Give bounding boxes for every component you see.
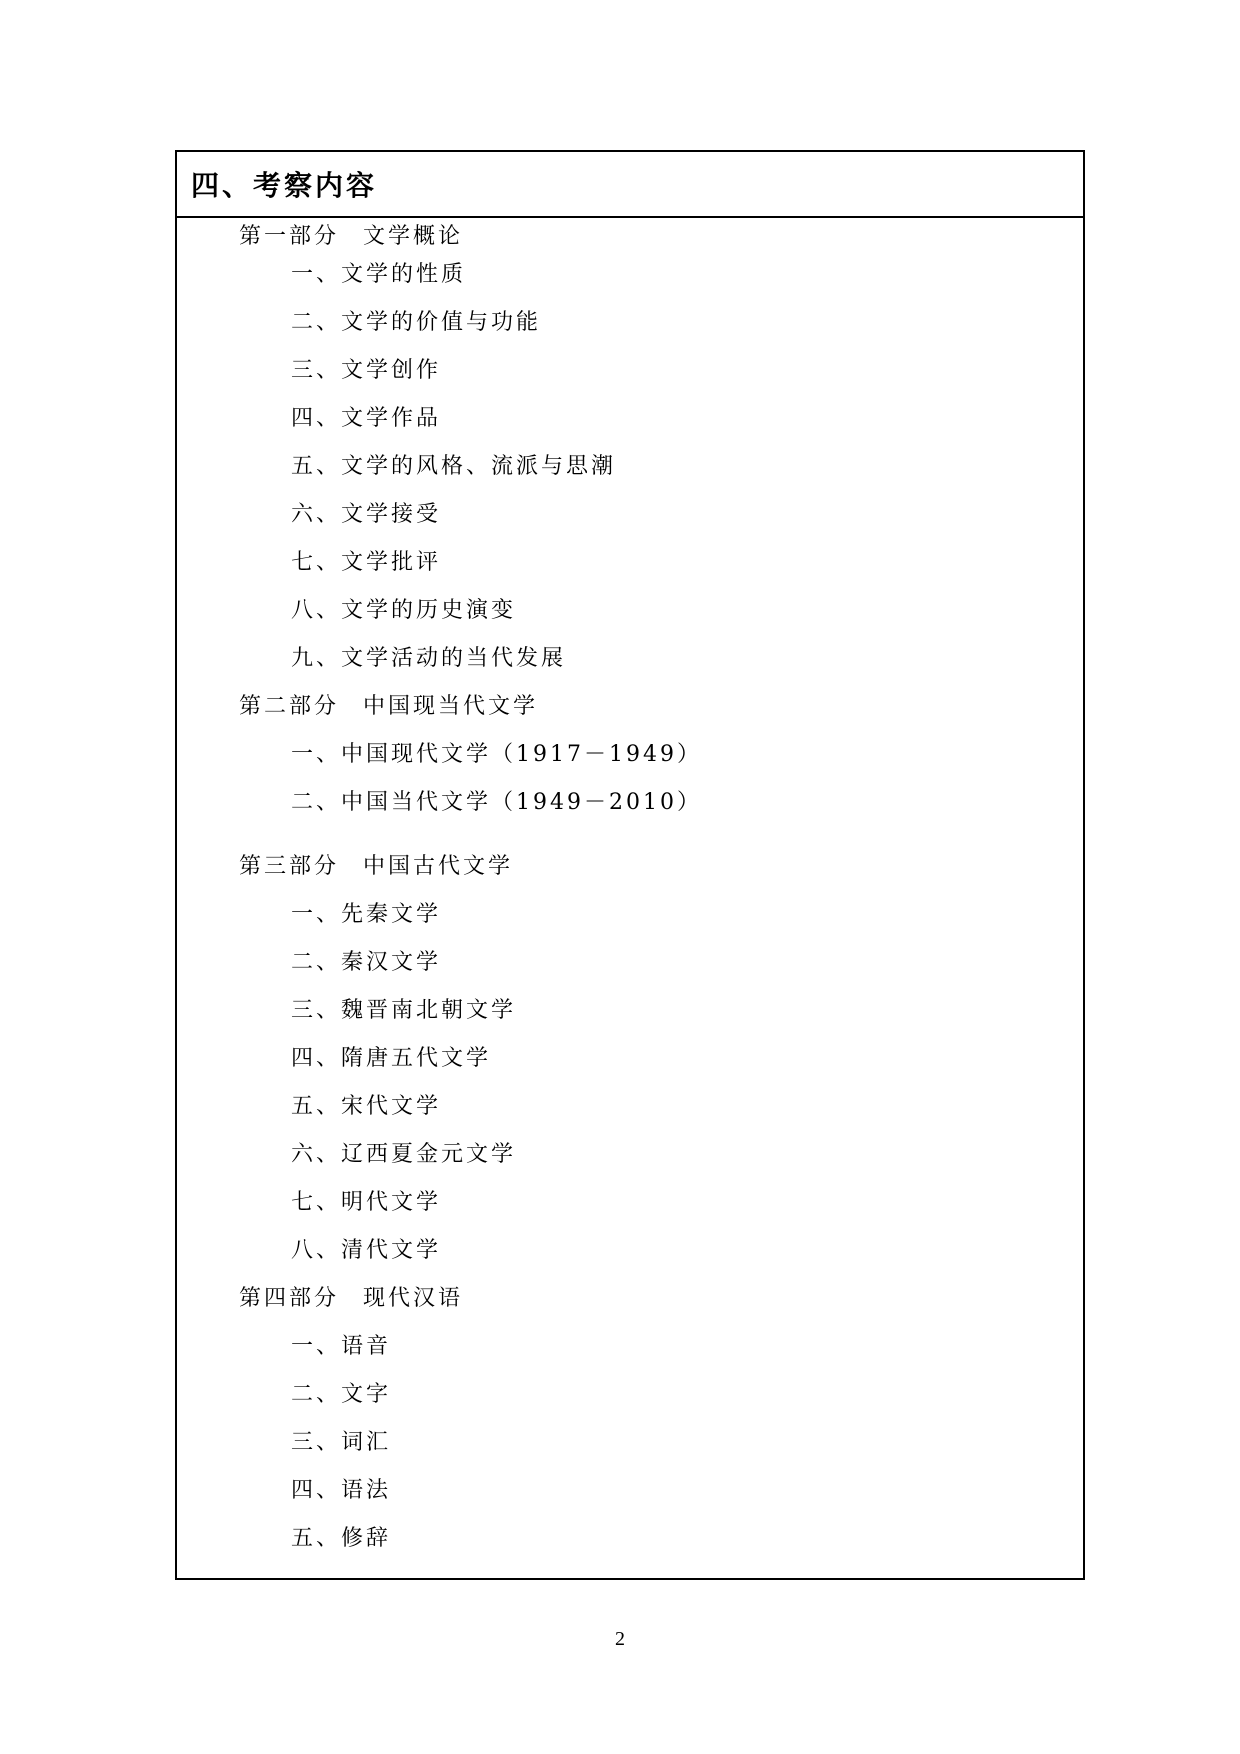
content-table — [175, 150, 1085, 1580]
part-heading-1 — [239, 224, 463, 250]
list-item: 二、文学的价值与功能 — [291, 310, 542, 335]
list-item: 一、中国现代文学（1917－1949） — [291, 742, 702, 767]
list-item: 二、文字 — [291, 1382, 392, 1407]
list-item: 五、文学的风格、流派与思潮 — [291, 454, 617, 479]
part-heading-4 — [239, 1286, 463, 1312]
list-item: 九、文学活动的当代发展 — [291, 646, 567, 671]
part-label: 第一部分 — [239, 224, 340, 249]
list-item: 一、语音 — [291, 1334, 392, 1359]
list-item: 二、秦汉文学 — [291, 950, 442, 975]
list-item: 五、宋代文学 — [291, 1094, 442, 1119]
list-item: 七、明代文学 — [291, 1190, 442, 1215]
list-item: 三、文学创作 — [291, 358, 442, 383]
part-label: 第三部分 — [239, 854, 340, 879]
list-item: 七、文学批评 — [291, 550, 442, 575]
list-item: 一、先秦文学 — [291, 902, 442, 927]
part-title: 中国古代文学 — [363, 854, 514, 879]
list-item: 八、清代文学 — [291, 1238, 442, 1263]
list-item: 四、文学作品 — [291, 406, 442, 431]
list-item: 五、修辞 — [291, 1526, 392, 1551]
list-item: 二、中国当代文学（1949－2010） — [291, 790, 702, 815]
part-title: 中国现当代文学 — [363, 694, 539, 719]
list-item: 六、辽西夏金元文学 — [291, 1142, 517, 1167]
list-item: 四、语法 — [291, 1478, 392, 1503]
part-label: 第二部分 — [239, 694, 340, 719]
part-label: 第四部分 — [239, 1286, 340, 1311]
part-heading-2 — [239, 694, 538, 720]
list-item: 四、隋唐五代文学 — [291, 1046, 492, 1071]
list-item: 三、词汇 — [291, 1430, 392, 1455]
section-header — [177, 152, 1083, 218]
page-number: 2 — [615, 1628, 625, 1650]
part-title: 现代汉语 — [363, 1286, 464, 1311]
part-title: 文学概论 — [363, 224, 464, 249]
list-item: 一、文学的性质 — [291, 262, 467, 287]
list-item: 六、文学接受 — [291, 502, 442, 527]
list-item: 三、魏晋南北朝文学 — [291, 998, 517, 1023]
section-title: 四、考察内容 — [191, 169, 378, 202]
list-item: 八、文学的历史演变 — [291, 598, 517, 623]
part-heading-3 — [239, 854, 513, 880]
